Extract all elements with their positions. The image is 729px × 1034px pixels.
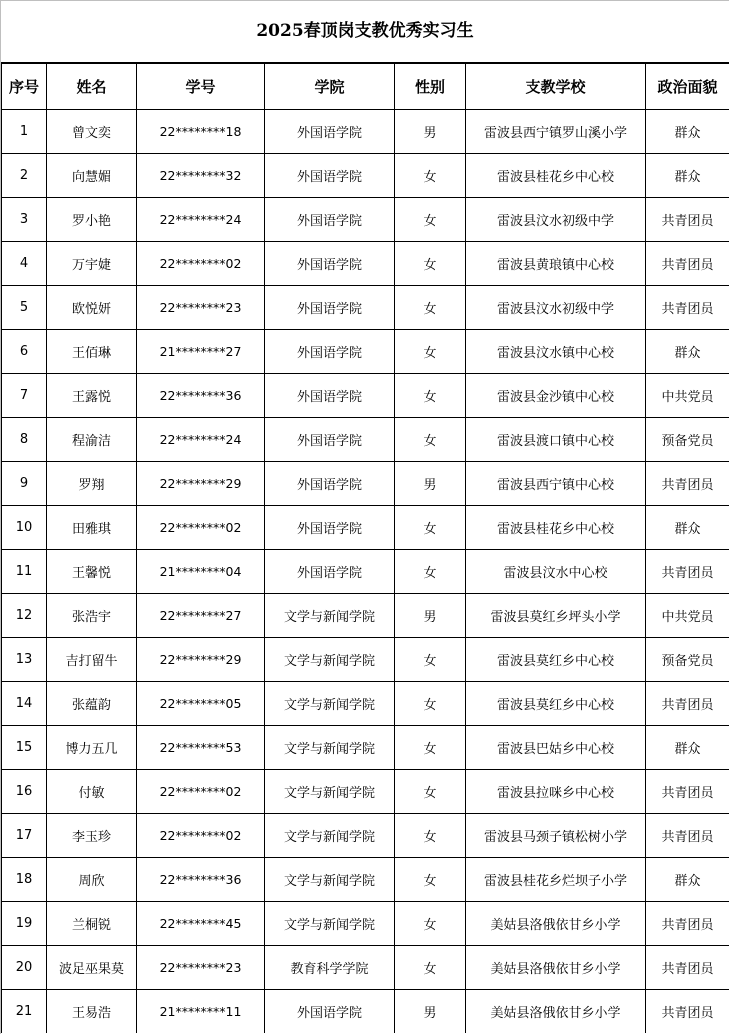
cell-name: 李玉珍 bbox=[47, 814, 137, 858]
cell-name: 罗翔 bbox=[47, 462, 137, 506]
cell-student-id: 22********27 bbox=[137, 594, 265, 638]
cell-index: 8 bbox=[2, 418, 47, 462]
cell-political-status: 群众 bbox=[646, 506, 729, 550]
table-row bbox=[2, 198, 729, 242]
cell-student-id: 22********32 bbox=[137, 154, 265, 198]
cell-school: 雷波县渡口镇中心校 bbox=[466, 418, 646, 462]
table-row bbox=[2, 594, 729, 638]
cell-school: 雷波县西宁镇中心校 bbox=[466, 462, 646, 506]
cell-school: 雷波县汶水镇中心校 bbox=[466, 330, 646, 374]
table-row bbox=[2, 638, 729, 682]
cell-index: 16 bbox=[2, 770, 47, 814]
cell-student-id: 22********02 bbox=[137, 242, 265, 286]
cell-school: 美姑县洛俄依甘乡小学 bbox=[466, 946, 646, 990]
table-row bbox=[2, 990, 729, 1034]
cell-name: 曾文奕 bbox=[47, 110, 137, 154]
table-row bbox=[2, 418, 729, 462]
cell-index: 9 bbox=[2, 462, 47, 506]
cell-school: 雷波县金沙镇中心校 bbox=[466, 374, 646, 418]
cell-index: 10 bbox=[2, 506, 47, 550]
cell-student-id: 21********04 bbox=[137, 550, 265, 594]
cell-student-id: 22********29 bbox=[137, 462, 265, 506]
cell-school: 雷波县巴姑乡中心校 bbox=[466, 726, 646, 770]
cell-school: 雷波县桂花乡中心校 bbox=[466, 506, 646, 550]
cell-school: 雷波县汶水中心校 bbox=[466, 550, 646, 594]
cell-political-status: 群众 bbox=[646, 110, 729, 154]
cell-name: 向慧媚 bbox=[47, 154, 137, 198]
table-row bbox=[2, 110, 729, 154]
header-row bbox=[2, 64, 729, 110]
header-political-status: 政治面貌 bbox=[646, 64, 729, 110]
cell-student-id: 22********02 bbox=[137, 770, 265, 814]
cell-student-id: 22********02 bbox=[137, 814, 265, 858]
cell-name: 兰桐锐 bbox=[47, 902, 137, 946]
cell-college: 文学与新闻学院 bbox=[265, 770, 395, 814]
cell-student-id: 22********53 bbox=[137, 726, 265, 770]
cell-student-id: 22********45 bbox=[137, 902, 265, 946]
cell-name: 张蕴韵 bbox=[47, 682, 137, 726]
table-row bbox=[2, 858, 729, 902]
cell-school: 雷波县黄琅镇中心校 bbox=[466, 242, 646, 286]
cell-name: 王易浩 bbox=[47, 990, 137, 1034]
cell-index: 14 bbox=[2, 682, 47, 726]
cell-college: 文学与新闻学院 bbox=[265, 682, 395, 726]
header-college: 学院 bbox=[265, 64, 395, 110]
table-row bbox=[2, 506, 729, 550]
cell-school: 雷波县莫红乡坪头小学 bbox=[466, 594, 646, 638]
cell-index: 12 bbox=[2, 594, 47, 638]
cell-student-id: 21********27 bbox=[137, 330, 265, 374]
cell-political-status: 共青团员 bbox=[646, 242, 729, 286]
cell-gender: 女 bbox=[395, 902, 466, 946]
cell-political-status: 共青团员 bbox=[646, 682, 729, 726]
cell-school: 雷波县马颈子镇松树小学 bbox=[466, 814, 646, 858]
cell-school: 雷波县汶水初级中学 bbox=[466, 198, 646, 242]
table-row bbox=[2, 814, 729, 858]
cell-student-id: 22********23 bbox=[137, 946, 265, 990]
cell-gender: 女 bbox=[395, 550, 466, 594]
cell-college: 文学与新闻学院 bbox=[265, 858, 395, 902]
table-row bbox=[2, 550, 729, 594]
cell-college: 外国语学院 bbox=[265, 110, 395, 154]
cell-political-status: 群众 bbox=[646, 726, 729, 770]
cell-political-status: 共青团员 bbox=[646, 946, 729, 990]
cell-student-id: 22********23 bbox=[137, 286, 265, 330]
cell-political-status: 共青团员 bbox=[646, 990, 729, 1034]
table-body bbox=[2, 110, 729, 1034]
cell-political-status: 预备党员 bbox=[646, 638, 729, 682]
cell-college: 外国语学院 bbox=[265, 374, 395, 418]
cell-student-id: 22********02 bbox=[137, 506, 265, 550]
cell-gender: 女 bbox=[395, 946, 466, 990]
cell-political-status: 预备党员 bbox=[646, 418, 729, 462]
cell-student-id: 22********05 bbox=[137, 682, 265, 726]
cell-name: 王佰琳 bbox=[47, 330, 137, 374]
cell-school: 雷波县汶水初级中学 bbox=[466, 286, 646, 330]
cell-name: 王馨悦 bbox=[47, 550, 137, 594]
cell-political-status: 中共党员 bbox=[646, 594, 729, 638]
cell-school: 雷波县莫红乡中心校 bbox=[466, 682, 646, 726]
cell-college: 外国语学院 bbox=[265, 506, 395, 550]
cell-political-status: 群众 bbox=[646, 858, 729, 902]
cell-gender: 女 bbox=[395, 242, 466, 286]
table-row bbox=[2, 462, 729, 506]
cell-school: 美姑县洛俄依甘乡小学 bbox=[466, 990, 646, 1034]
table-row bbox=[2, 374, 729, 418]
cell-school: 雷波县西宁镇罗山溪小学 bbox=[466, 110, 646, 154]
cell-index: 18 bbox=[2, 858, 47, 902]
cell-school: 美姑县洛俄依甘乡小学 bbox=[466, 902, 646, 946]
cell-college: 外国语学院 bbox=[265, 154, 395, 198]
cell-gender: 女 bbox=[395, 154, 466, 198]
cell-name: 博力五几 bbox=[47, 726, 137, 770]
cell-name: 程渝洁 bbox=[47, 418, 137, 462]
cell-political-status: 群众 bbox=[646, 154, 729, 198]
cell-gender: 女 bbox=[395, 638, 466, 682]
cell-index: 17 bbox=[2, 814, 47, 858]
cell-index: 13 bbox=[2, 638, 47, 682]
table-row bbox=[2, 946, 729, 990]
cell-political-status: 群众 bbox=[646, 330, 729, 374]
cell-name: 波足巫果莫 bbox=[47, 946, 137, 990]
cell-name: 张浩宇 bbox=[47, 594, 137, 638]
cell-political-status: 中共党员 bbox=[646, 374, 729, 418]
header-school: 支教学校 bbox=[466, 64, 646, 110]
table-row bbox=[2, 902, 729, 946]
cell-gender: 女 bbox=[395, 286, 466, 330]
cell-school: 雷波县桂花乡烂坝子小学 bbox=[466, 858, 646, 902]
cell-gender: 女 bbox=[395, 374, 466, 418]
cell-index: 11 bbox=[2, 550, 47, 594]
table-row bbox=[2, 242, 729, 286]
cell-college: 外国语学院 bbox=[265, 462, 395, 506]
cell-index: 4 bbox=[2, 242, 47, 286]
table-row bbox=[2, 330, 729, 374]
cell-gender: 女 bbox=[395, 506, 466, 550]
table-row bbox=[2, 154, 729, 198]
cell-student-id: 22********24 bbox=[137, 418, 265, 462]
cell-name: 付敏 bbox=[47, 770, 137, 814]
cell-index: 21 bbox=[2, 990, 47, 1034]
cell-name: 罗小艳 bbox=[47, 198, 137, 242]
cell-index: 7 bbox=[2, 374, 47, 418]
header-gender: 性别 bbox=[395, 64, 466, 110]
cell-college: 文学与新闻学院 bbox=[265, 638, 395, 682]
cell-gender: 女 bbox=[395, 418, 466, 462]
cell-gender: 女 bbox=[395, 770, 466, 814]
cell-political-status: 共青团员 bbox=[646, 198, 729, 242]
cell-name: 吉打留牛 bbox=[47, 638, 137, 682]
cell-college: 外国语学院 bbox=[265, 418, 395, 462]
cell-college: 文学与新闻学院 bbox=[265, 726, 395, 770]
cell-college: 教育科学学院 bbox=[265, 946, 395, 990]
cell-student-id: 22********36 bbox=[137, 858, 265, 902]
cell-political-status: 共青团员 bbox=[646, 814, 729, 858]
cell-index: 3 bbox=[2, 198, 47, 242]
cell-political-status: 共青团员 bbox=[646, 462, 729, 506]
table-row bbox=[2, 770, 729, 814]
cell-college: 外国语学院 bbox=[265, 990, 395, 1034]
cell-student-id: 22********18 bbox=[137, 110, 265, 154]
header-student-id: 学号 bbox=[137, 64, 265, 110]
cell-gender: 男 bbox=[395, 462, 466, 506]
cell-college: 文学与新闻学院 bbox=[265, 814, 395, 858]
cell-political-status: 共青团员 bbox=[646, 902, 729, 946]
cell-political-status: 共青团员 bbox=[646, 286, 729, 330]
cell-gender: 女 bbox=[395, 682, 466, 726]
table-row bbox=[2, 286, 729, 330]
cell-student-id: 21********11 bbox=[137, 990, 265, 1034]
cell-gender: 女 bbox=[395, 726, 466, 770]
cell-gender: 女 bbox=[395, 814, 466, 858]
cell-gender: 女 bbox=[395, 858, 466, 902]
cell-gender: 女 bbox=[395, 198, 466, 242]
cell-index: 19 bbox=[2, 902, 47, 946]
cell-gender: 女 bbox=[395, 330, 466, 374]
cell-political-status: 共青团员 bbox=[646, 770, 729, 814]
cell-index: 1 bbox=[2, 110, 47, 154]
cell-school: 雷波县拉咪乡中心校 bbox=[466, 770, 646, 814]
cell-college: 外国语学院 bbox=[265, 198, 395, 242]
cell-name: 周欣 bbox=[47, 858, 137, 902]
cell-index: 20 bbox=[2, 946, 47, 990]
cell-student-id: 22********24 bbox=[137, 198, 265, 242]
cell-college: 外国语学院 bbox=[265, 242, 395, 286]
cell-college: 文学与新闻学院 bbox=[265, 902, 395, 946]
cell-name: 万宇婕 bbox=[47, 242, 137, 286]
cell-index: 5 bbox=[2, 286, 47, 330]
table-row bbox=[2, 682, 729, 726]
cell-gender: 男 bbox=[395, 990, 466, 1034]
header-name: 姓名 bbox=[47, 64, 137, 110]
cell-name: 王露悦 bbox=[47, 374, 137, 418]
cell-school: 雷波县桂花乡中心校 bbox=[466, 154, 646, 198]
table-row bbox=[2, 726, 729, 770]
cell-political-status: 共青团员 bbox=[646, 550, 729, 594]
cell-index: 6 bbox=[2, 330, 47, 374]
cell-college: 外国语学院 bbox=[265, 330, 395, 374]
cell-school: 雷波县莫红乡中心校 bbox=[466, 638, 646, 682]
cell-student-id: 22********29 bbox=[137, 638, 265, 682]
cell-index: 15 bbox=[2, 726, 47, 770]
document-title: 2025春顶岗支教优秀实习生 bbox=[1, 1, 729, 63]
intern-table bbox=[1, 63, 729, 1033]
cell-college: 文学与新闻学院 bbox=[265, 594, 395, 638]
cell-student-id: 22********36 bbox=[137, 374, 265, 418]
cell-college: 外国语学院 bbox=[265, 550, 395, 594]
cell-gender: 男 bbox=[395, 110, 466, 154]
cell-index: 2 bbox=[2, 154, 47, 198]
header-index: 序号 bbox=[2, 64, 47, 110]
cell-name: 田雅琪 bbox=[47, 506, 137, 550]
cell-name: 欧悦妍 bbox=[47, 286, 137, 330]
cell-college: 外国语学院 bbox=[265, 286, 395, 330]
cell-gender: 男 bbox=[395, 594, 466, 638]
